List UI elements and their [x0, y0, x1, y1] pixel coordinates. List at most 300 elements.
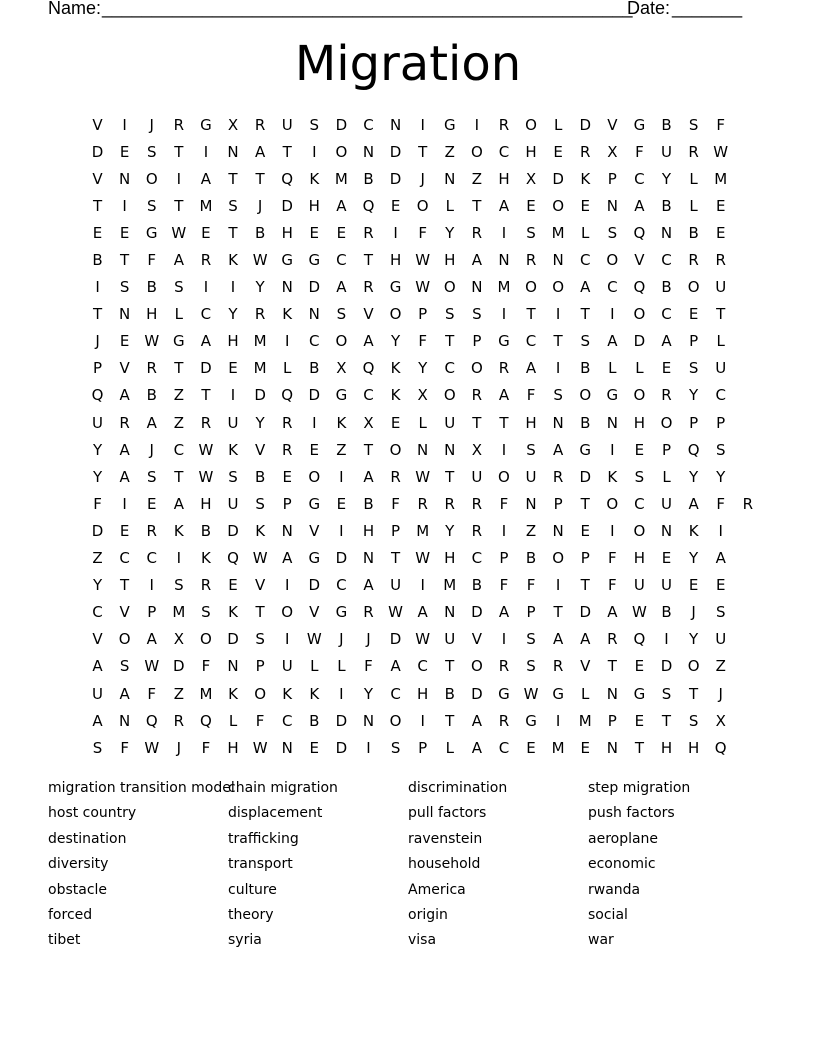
word-list-item: push factors	[588, 805, 675, 822]
grid-letter: O	[200, 630, 212, 649]
grid-letter: I	[393, 223, 398, 242]
grid-letter: O	[443, 386, 456, 405]
grid-letter: C	[715, 386, 726, 405]
grid-letter: D	[389, 630, 402, 649]
grid-letter: C	[634, 169, 645, 188]
word-list-item: discrimination	[408, 780, 508, 796]
grid-letter: H	[227, 332, 239, 351]
grid-letter: N	[417, 440, 429, 459]
grid-letter: K	[228, 440, 238, 459]
grid-letter: S	[201, 603, 211, 622]
grid-letter: U	[525, 467, 537, 486]
grid-letter: E	[580, 521, 590, 540]
word-list-item: visa	[408, 932, 437, 949]
grid-letter: N	[525, 494, 537, 513]
grid-letter: G	[633, 115, 646, 134]
grid-letter: T	[174, 467, 184, 486]
grid-letter: A	[607, 332, 618, 351]
grid-letter: S	[634, 467, 645, 486]
grid-row	[84, 653, 761, 680]
grid-letter: R	[281, 413, 293, 432]
grid-letter: E	[228, 359, 238, 378]
grid-letter: E	[526, 196, 536, 215]
grid-letter: U	[661, 494, 672, 513]
grid-letter: E	[580, 196, 590, 215]
grid-letter: E	[661, 549, 672, 568]
grid-letter: H	[444, 251, 456, 270]
grid-letter: I	[95, 278, 100, 297]
grid-letter: B	[661, 278, 672, 297]
grid-letter: S	[228, 467, 238, 486]
grid-letter: T	[607, 657, 617, 676]
grid-letter: N	[498, 251, 510, 270]
grid-letter: U	[444, 630, 456, 649]
date-label: Date:	[627, 0, 671, 18]
grid-letter: T	[255, 603, 265, 622]
grid-letter: H	[308, 196, 320, 215]
grid-letter: N	[119, 305, 131, 324]
grid-letter: I	[203, 278, 209, 297]
grid-letter: Y	[445, 223, 455, 242]
grid-letter: D	[335, 549, 348, 568]
grid-letter: C	[498, 142, 510, 161]
grid-letter: F	[608, 576, 617, 595]
grid-letter: R	[146, 359, 157, 378]
grid-letter: Y	[255, 413, 265, 432]
grid-letter: T	[580, 494, 590, 513]
word-list-item: origin	[408, 906, 448, 923]
grid-letter: T	[661, 711, 672, 730]
grid-letter: Y	[689, 630, 699, 649]
grid-letter: K	[228, 684, 238, 703]
grid-letter: S	[174, 278, 184, 297]
grid-letter: S	[445, 305, 455, 324]
grid-letter: R	[119, 413, 130, 432]
grid-letter: O	[389, 305, 402, 324]
grid-letter: N	[362, 711, 375, 730]
grid-letter: Y	[92, 440, 103, 459]
grid-letter: T	[445, 657, 455, 676]
grid-letter: G	[633, 684, 646, 703]
word-list-item: aeroplane	[588, 830, 659, 847]
grid-letter: T	[282, 142, 292, 161]
grid-row	[84, 328, 761, 355]
grid-letter: B	[254, 467, 266, 486]
grid-letter: E	[688, 305, 699, 324]
grid-letter: W	[252, 549, 268, 568]
grid-letter: T	[120, 576, 130, 595]
grid-row	[84, 192, 761, 219]
grid-letter: N	[281, 738, 293, 757]
grid-letter: R	[688, 251, 699, 270]
grid-letter: C	[471, 549, 483, 568]
grid-letter: E	[309, 223, 320, 242]
grid-letter: I	[610, 521, 615, 540]
grid-letter: R	[471, 223, 483, 242]
grid-letter: R	[498, 657, 510, 676]
grid-letter: T	[716, 305, 726, 324]
grid-letter: O	[633, 305, 646, 324]
grid-letter: I	[176, 169, 182, 188]
grid-letter: O	[470, 142, 483, 161]
grid-letter: R	[471, 521, 483, 540]
grid-letter: P	[255, 657, 265, 676]
grid-letter: L	[608, 359, 617, 378]
word-list-item: culture	[228, 881, 277, 898]
grid-letter: G	[200, 115, 212, 134]
grid-letter: V	[309, 603, 320, 622]
grid-letter: S	[390, 738, 401, 757]
grid-letter: I	[339, 467, 344, 486]
grid-letter: U	[390, 576, 402, 595]
grid-letter: I	[284, 630, 290, 649]
grid-letter: N	[660, 521, 673, 540]
grid-letter: R	[254, 305, 266, 324]
grid-letter: W	[415, 467, 431, 486]
grid-letter: S	[92, 738, 103, 757]
grid-letter: E	[634, 440, 645, 459]
grid-letter: Q	[714, 738, 727, 757]
grid-letter: Y	[689, 549, 699, 568]
grid-letter: B	[525, 549, 537, 568]
grid-letter: U	[444, 413, 456, 432]
grid-letter: L	[228, 711, 238, 730]
grid-letter: P	[607, 711, 617, 730]
grid-letter: O	[470, 359, 483, 378]
grid-letter: J	[339, 630, 344, 649]
grid-letter: D	[552, 169, 564, 188]
word-list	[48, 776, 768, 954]
grid-letter: N	[362, 142, 375, 161]
grid-letter: R	[471, 386, 483, 405]
word-list-item: social	[588, 906, 628, 923]
grid-letter: E	[688, 576, 699, 595]
grid-letter: J	[95, 332, 100, 351]
grid-letter: E	[228, 576, 238, 595]
grid-letter: A	[282, 549, 293, 568]
grid-letter: H	[633, 549, 646, 568]
grid-letter: I	[176, 549, 182, 568]
grid-letter: R	[498, 115, 510, 134]
grid-letter: T	[445, 332, 455, 351]
grid-letter: R	[742, 494, 754, 513]
grid-letter: O	[254, 684, 267, 703]
grid-letter: B	[471, 576, 482, 595]
grid-letter: Z	[525, 521, 537, 540]
grid-letter: J	[176, 738, 182, 757]
grid-letter: G	[443, 115, 456, 134]
grid-letter: T	[553, 603, 563, 622]
grid-letter: E	[553, 142, 563, 161]
grid-letter: Q	[362, 359, 375, 378]
grid-letter: B	[200, 521, 212, 540]
grid-letter: L	[689, 169, 698, 188]
grid-letter: E	[715, 223, 726, 242]
grid-letter: A	[119, 684, 130, 703]
grid-letter: S	[607, 223, 618, 242]
grid-letter: A	[498, 196, 510, 215]
grid-letter: Y	[445, 521, 455, 540]
grid-letter: W	[198, 467, 214, 486]
grid-letter: Y	[418, 359, 428, 378]
grid-letter: I	[230, 278, 236, 297]
grid-letter: P	[93, 359, 103, 378]
grid-letter: F	[716, 115, 726, 134]
grid-letter: R	[471, 494, 483, 513]
grid-letter: T	[580, 305, 590, 324]
grid-row	[84, 572, 761, 599]
grid-letter: E	[390, 196, 401, 215]
grid-letter: O	[633, 521, 646, 540]
grid-letter: W	[523, 684, 539, 703]
grid-letter: R	[363, 278, 374, 297]
grid-letter: P	[689, 332, 699, 351]
grid-letter: R	[607, 630, 618, 649]
grid-letter: A	[254, 142, 266, 161]
grid-letter: K	[173, 521, 184, 540]
grid-letter: R	[417, 494, 428, 513]
grid-letter: E	[390, 413, 401, 432]
grid-letter: A	[471, 738, 482, 757]
grid-letter: G	[335, 386, 348, 405]
grid-letter: J	[718, 684, 723, 703]
grid-letter: V	[119, 603, 130, 622]
grid-letter: C	[200, 305, 212, 324]
grid-letter: X	[363, 413, 374, 432]
grid-letter: O	[660, 413, 673, 432]
grid-letter: D	[335, 738, 348, 757]
grid-letter: Q	[145, 711, 158, 730]
grid-letter: M	[443, 576, 457, 595]
grid-letter: P	[526, 603, 536, 622]
grid-letter: I	[664, 630, 669, 649]
grid-letter: O	[281, 603, 294, 622]
grid-letter: E	[309, 738, 320, 757]
grid-letter: I	[501, 521, 507, 540]
grid-letter: F	[716, 494, 726, 513]
grid-letter: U	[661, 576, 672, 595]
grid-letter: R	[200, 576, 212, 595]
grid-letter: T	[499, 413, 509, 432]
grid-letter: T	[363, 440, 374, 459]
grid-letter: U	[227, 413, 239, 432]
grid-letter: M	[714, 169, 728, 188]
grid-row	[84, 734, 761, 761]
name-blank: _____________________________________________________	[102, 0, 633, 18]
grid-letter: P	[147, 603, 157, 622]
grid-letter: I	[339, 684, 344, 703]
word-list-item: host country	[48, 805, 137, 822]
grid-letter: A	[119, 440, 130, 459]
grid-letter: F	[418, 223, 427, 242]
grid-letter: G	[498, 332, 510, 351]
grid-letter: C	[281, 711, 293, 730]
grid-letter: S	[688, 711, 699, 730]
grid-letter: J	[420, 169, 425, 188]
grid-letter: G	[308, 251, 321, 270]
grid-letter: H	[389, 251, 402, 270]
grid-letter: S	[255, 494, 265, 513]
grid-letter: I	[501, 630, 507, 649]
grid-letter: F	[255, 711, 265, 730]
grid-letter: D	[471, 603, 483, 622]
grid-letter: C	[525, 332, 537, 351]
grid-letter: D	[579, 467, 592, 486]
grid-letter: R	[444, 494, 455, 513]
grid-letter: G	[498, 684, 510, 703]
grid-letter: S	[119, 657, 130, 676]
grid-letter: D	[308, 278, 321, 297]
grid-letter: X	[715, 711, 726, 730]
grid-letter: C	[336, 576, 347, 595]
grid-letter: P	[418, 305, 428, 324]
grid-letter: G	[552, 684, 564, 703]
grid-letter: P	[716, 413, 726, 432]
grid-letter: D	[335, 115, 348, 134]
grid-letter: V	[92, 630, 103, 649]
grid-letter: S	[688, 359, 699, 378]
grid-letter: B	[363, 494, 374, 513]
grid-letter: O	[470, 657, 483, 676]
grid-letter: C	[417, 657, 428, 676]
grid-letter: G	[579, 440, 592, 459]
word-list-item: chain migration	[228, 780, 338, 796]
grid-letter: S	[715, 440, 726, 459]
grid-letter: A	[336, 278, 347, 297]
grid-letter: S	[119, 278, 130, 297]
grid-letter: T	[174, 196, 184, 215]
grid-letter: D	[660, 657, 673, 676]
grid-letter: L	[174, 305, 183, 324]
grid-letter: K	[228, 251, 238, 270]
grid-letter: O	[443, 278, 456, 297]
grid-letter: B	[146, 386, 157, 405]
grid-letter: E	[526, 738, 536, 757]
grid-letter: R	[715, 251, 726, 270]
grid-letter: H	[146, 305, 158, 324]
grid-letter: S	[526, 440, 536, 459]
grid-letter: D	[254, 386, 266, 405]
grid-letter: V	[363, 305, 374, 324]
grid-letter: O	[118, 630, 131, 649]
grid-letter: C	[363, 115, 374, 134]
grid-letter: L	[689, 196, 698, 215]
grid-letter: W	[252, 738, 268, 757]
grid-letter: A	[92, 711, 103, 730]
grid-row	[84, 219, 761, 246]
grid-letter: Y	[716, 467, 726, 486]
grid-letter: G	[308, 494, 321, 513]
grid-letter: S	[526, 657, 536, 676]
grid-row	[84, 707, 761, 734]
grid-letter: G	[173, 332, 185, 351]
grid-letter: C	[661, 305, 672, 324]
grid-letter: H	[633, 413, 646, 432]
grid-letter: A	[634, 196, 645, 215]
grid-letter: I	[312, 413, 317, 432]
grid-letter: E	[119, 521, 130, 540]
grid-letter: U	[715, 359, 727, 378]
grid-letter: L	[716, 332, 725, 351]
grid-letter: T	[390, 549, 401, 568]
word-list-item: trafficking	[228, 830, 299, 847]
grid-letter: I	[284, 576, 290, 595]
grid-letter: R	[200, 413, 212, 432]
grid-letter: I	[610, 440, 615, 459]
grid-letter: N	[281, 521, 293, 540]
grid-row	[84, 517, 761, 544]
grid-row	[84, 545, 761, 572]
grid-letter: D	[579, 115, 592, 134]
word-list-item: war	[588, 932, 614, 949]
grid-letter: T	[174, 142, 184, 161]
grid-letter: D	[173, 657, 185, 676]
grid-letter: C	[634, 494, 645, 513]
grid-letter: B	[580, 413, 591, 432]
grid-letter: T	[526, 305, 536, 324]
grid-letter: Q	[633, 223, 646, 242]
grid-letter: A	[200, 169, 212, 188]
word-list-item: migration transition model	[48, 780, 235, 796]
grid-letter: D	[91, 142, 104, 161]
grid-letter: K	[390, 386, 401, 405]
grid-letter: C	[146, 549, 157, 568]
grid-letter: E	[119, 332, 130, 351]
grid-letter: M	[199, 196, 213, 215]
grid-letter: W	[198, 440, 214, 459]
grid-letter: D	[389, 169, 402, 188]
grid-letter: A	[363, 332, 374, 351]
grid-letter: R	[281, 440, 293, 459]
grid-letter: H	[525, 413, 537, 432]
grid-letter: Y	[92, 467, 103, 486]
grid-letter: U	[715, 278, 727, 297]
word-list-item: destination	[48, 830, 127, 847]
grid-letter: C	[173, 440, 185, 459]
grid-letter: K	[309, 169, 320, 188]
grid-letter: P	[472, 332, 482, 351]
grid-letter: C	[119, 549, 130, 568]
grid-letter: S	[146, 467, 157, 486]
grid-letter: B	[146, 278, 157, 297]
grid-letter: L	[445, 738, 454, 757]
grid-letter: D	[579, 603, 592, 622]
grid-letter: S	[472, 305, 482, 324]
grid-letter: A	[553, 440, 564, 459]
grid-letter: H	[227, 738, 239, 757]
grid-letter: Z	[715, 657, 726, 676]
grid-letter: O	[552, 278, 565, 297]
word-list-item: rwanda	[588, 881, 641, 898]
grid-letter: A	[661, 332, 672, 351]
grid-letter: R	[363, 603, 374, 622]
grid-letter: V	[254, 440, 266, 459]
grid-letter: K	[336, 413, 347, 432]
grid-letter: W	[171, 223, 187, 242]
grid-letter: P	[580, 549, 590, 568]
grid-letter: N	[471, 278, 483, 297]
grid-letter: T	[201, 386, 211, 405]
grid-letter: F	[364, 657, 373, 676]
grid-letter: T	[445, 467, 455, 486]
grid-letter: E	[119, 223, 130, 242]
grid-letter: W	[713, 142, 729, 161]
grid-row	[84, 138, 761, 165]
grid-letter: A	[525, 359, 537, 378]
grid-letter: V	[119, 359, 130, 378]
grid-letter: A	[173, 494, 184, 513]
grid-letter: P	[689, 413, 699, 432]
